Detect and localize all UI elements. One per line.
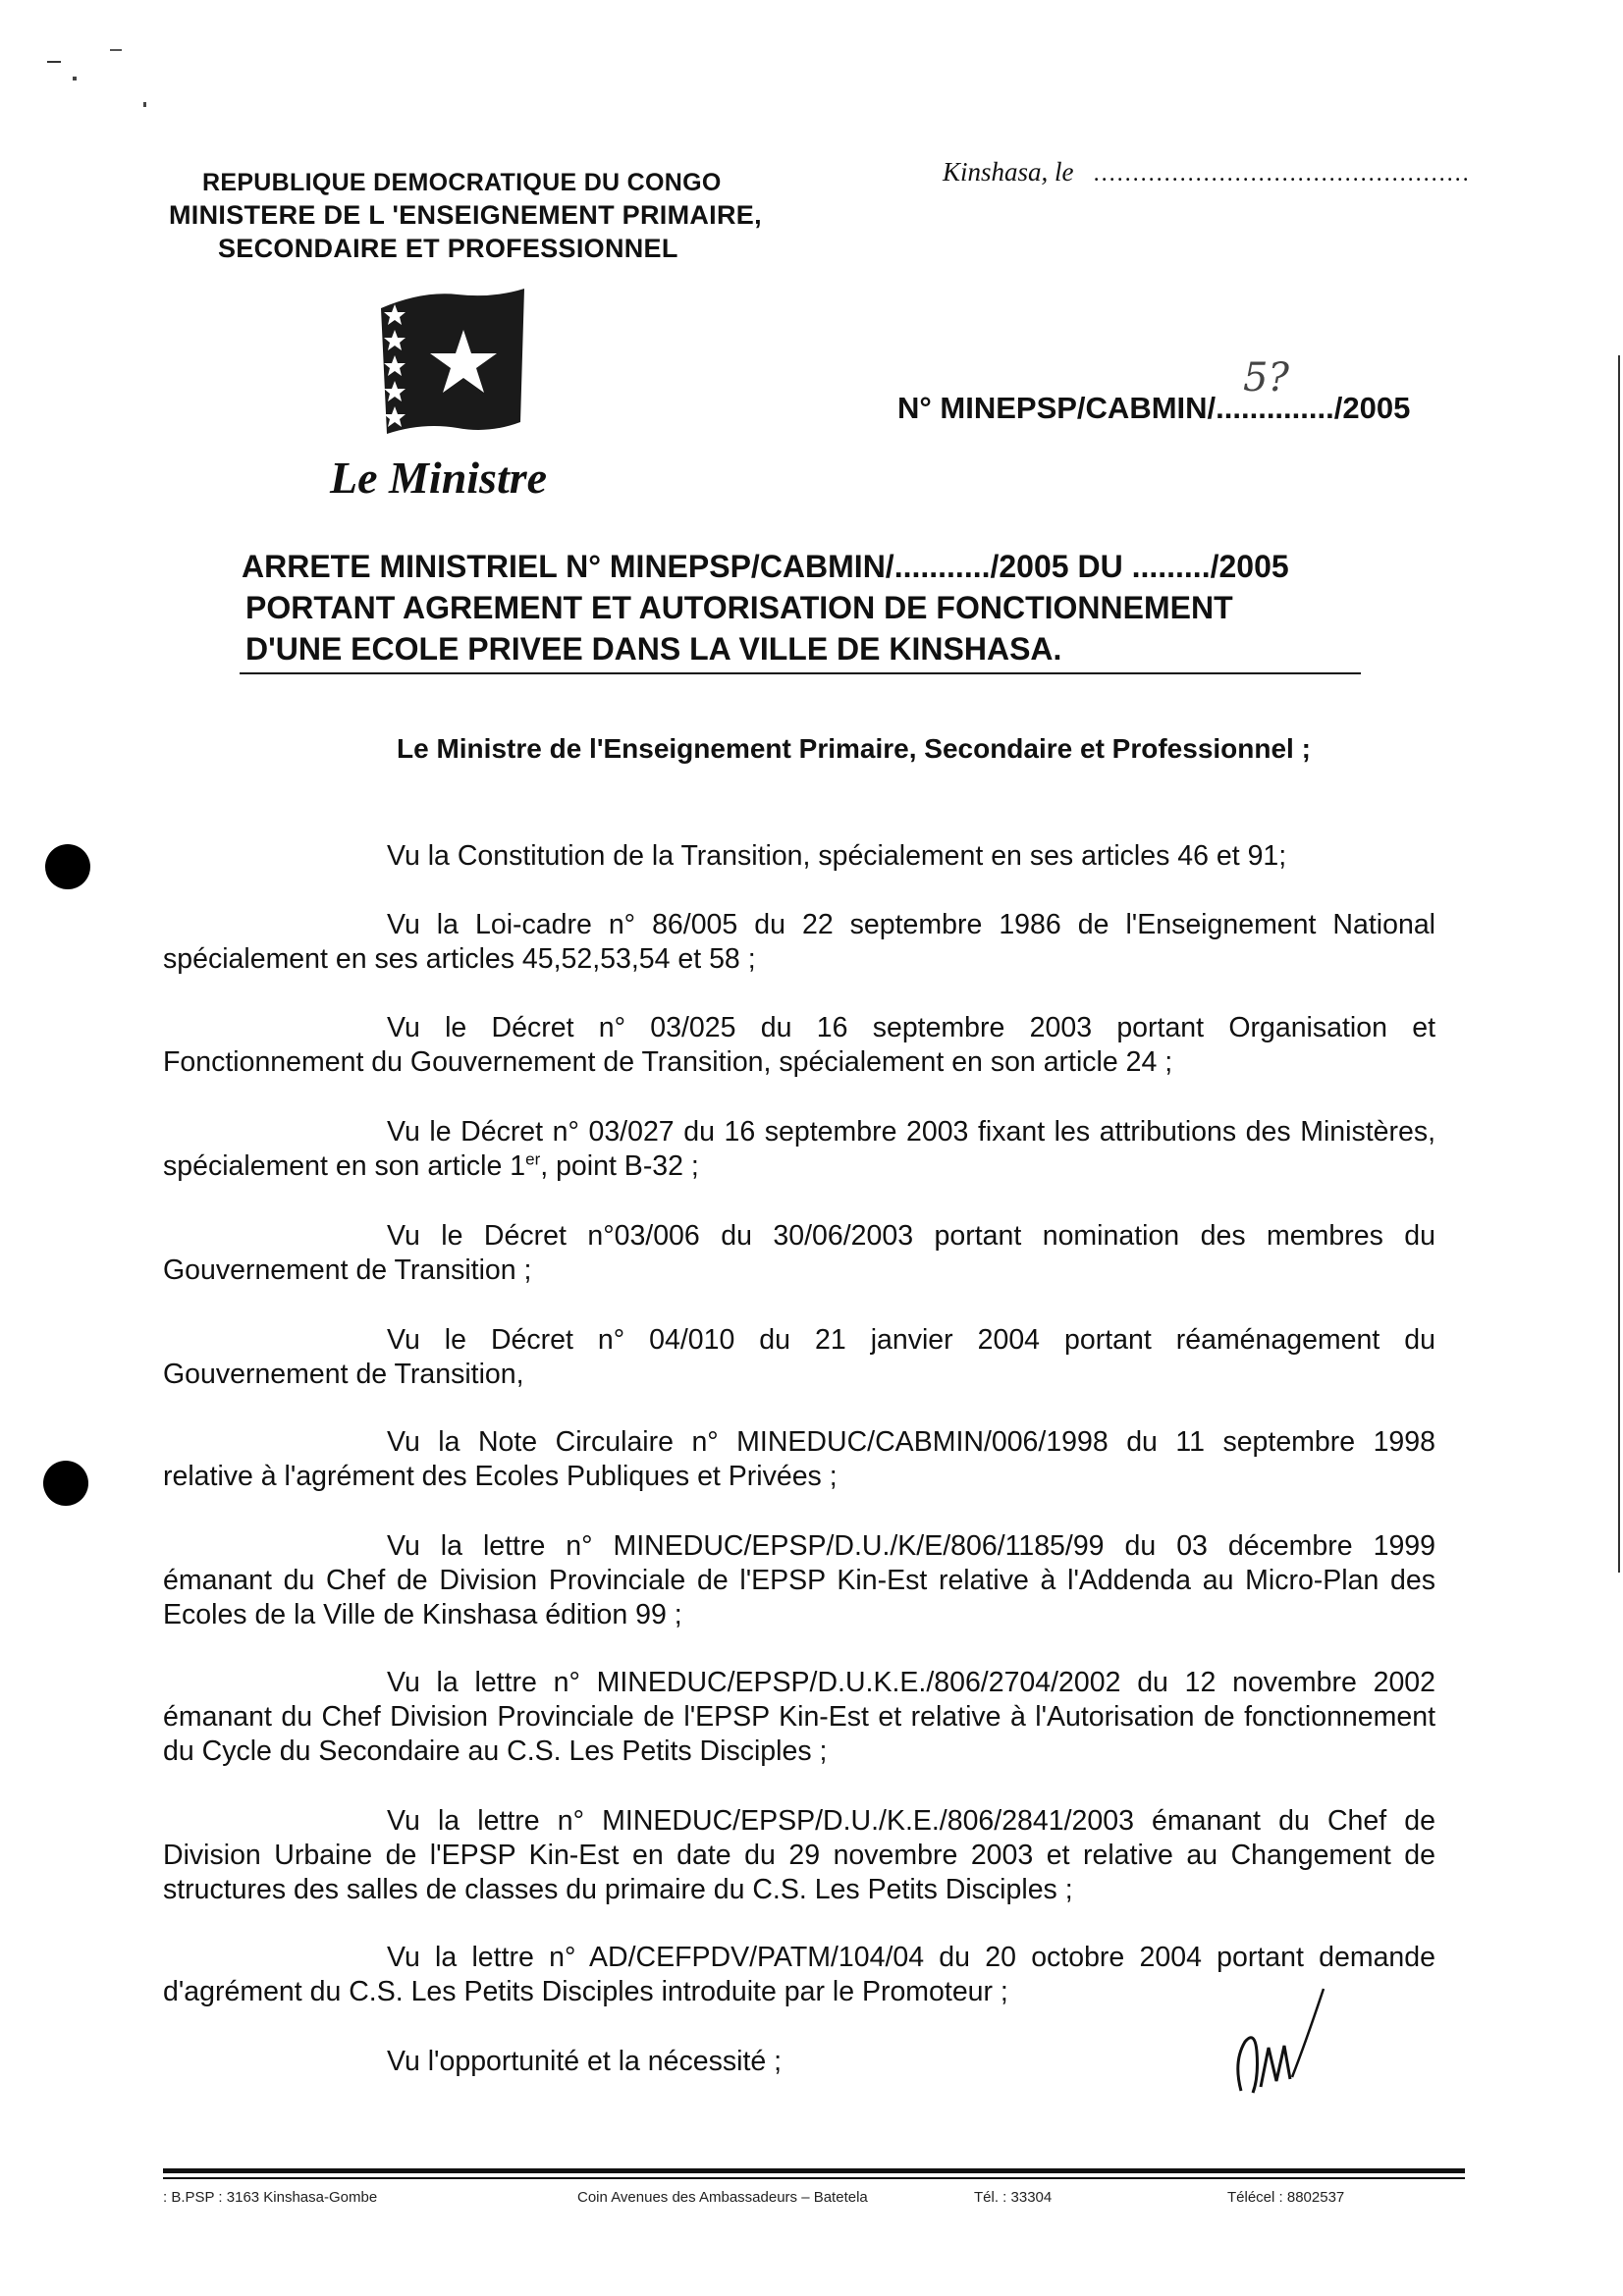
scan-mark [47, 61, 61, 63]
decree-title-line2: PORTANT AGREMENT ET AUTORISATION DE FONCTIONNEMENT [245, 590, 1233, 625]
decree-title-line1: ARRETE MINISTRIEL N° MINEPSP/CABMIN/.........../2005 DU ........./2005 [242, 549, 1289, 584]
whereas-paragraph: Vu le Décret n° 03/027 du 16 septembre 2003 fixant les attributions des Ministères, spécialement en son article 1er, point B-32 ; [163, 1116, 1435, 1182]
place-date-label: Kinshasa, le [943, 157, 1074, 187]
scan-mark [110, 49, 122, 51]
footer-fax: Télécel : 8802537 [1227, 2189, 1345, 2206]
scan-mark [143, 102, 146, 107]
whereas-paragraph: Vu la lettre n° MINEDUC/EPSP/D.U./K.E./806/2841/2003 émanant du Chef de Division Urbaine de l'EPSP Kin-Est en date du 29 novembre 2003 et relative au Changement de structures des salles de classes du primaire du C.S. Les Petits Disciples ; [163, 1805, 1435, 1905]
handwritten-initials [1227, 1983, 1335, 2110]
whereas-paragraph: Vu le Décret n° 03/025 du 16 septembre 2003 portant Organisation et Fonctionnement du Gouvernement de Transition, spécialement en son article 24 ; [163, 1012, 1435, 1078]
whereas-paragraph: Vu la Loi-cadre n° 86/005 du 22 septembre 1986 de l'Enseignement National spécialement en ses articles 45,52,53,54 et 58 ; [163, 909, 1435, 975]
punch-hole [45, 844, 90, 889]
whereas-paragraph: Vu l'opportunité et la nécessité ; [387, 2046, 783, 2077]
whereas-paragraph: Vu la Constitution de la Transition, spécialement en ses articles 46 et 91; [387, 840, 1287, 872]
footer-rule-thick [163, 2168, 1465, 2173]
header-ministry-line2: SECONDAIRE ET PROFESSIONNEL [218, 234, 678, 263]
footer-telephone: Tél. : 33304 [974, 2189, 1053, 2206]
date-blank: ................................................ [1094, 161, 1472, 187]
header-ministry-line1: MINISTERE DE L 'ENSEIGNEMENT PRIMAIRE, [169, 200, 762, 230]
preamble: Le Ministre de l'Enseignement Primaire, Secondaire et Professionnel ; [397, 733, 1311, 764]
whereas-paragraph: Vu la lettre n° MINEDUC/EPSP/D.U.K.E./806/2704/2002 du 12 novembre 2002 émanant du Chef Division Provinciale de l'EPSP Kin-Est et relative à l'Autorisation de fonctionnement du Cycle du Secondaire au C.S. Les Petits Disciples ; [163, 1667, 1435, 1767]
reference-number: N° MINEPSP/CABMIN/............../2005 [897, 391, 1411, 425]
footer-po-box: : B.PSP : 3163 Kinshasa-Gombe [163, 2189, 378, 2206]
title-underline [240, 672, 1361, 674]
footer-rule-thin [163, 2177, 1465, 2179]
whereas-paragraph: Vu la lettre n° MINEDUC/EPSP/D.U./K/E/806/1185/99 du 03 décembre 1999 émanant du Chef de Division Provinciale de l'EPSP Kin-Est relative à l'Addenda au Micro-Plan des Ecoles de la Ville de Kinshasa édition 99 ; [163, 1530, 1435, 1630]
flag-emblem [373, 285, 530, 452]
whereas-paragraph: Vu la lettre n° AD/CEFPDV/PATM/104/04 du 20 octobre 2004 portant demande d'agrément du C.S. Les Petits Disciples introduite par le Promoteur ; [163, 1942, 1435, 2007]
reference-blank: .............. [1216, 391, 1334, 425]
decree-title [242, 546, 1289, 669]
handwritten-number: 5? [1243, 355, 1289, 400]
whereas-paragraph: Vu le Décret n° 04/010 du 21 janvier 2004 portant réaménagement du Gouvernement de Transition, [163, 1324, 1435, 1390]
punch-hole [43, 1461, 88, 1506]
whereas-paragraph: Vu le Décret n°03/006 du 30/06/2003 portant nomination des membres du Gouvernement de Transition ; [163, 1220, 1435, 1286]
minister-signature-title: Le Ministre [330, 453, 548, 503]
scan-edge [1618, 355, 1620, 1573]
decree-title-line3: D'UNE ECOLE PRIVEE DANS LA VILLE DE KINSHASA. [245, 631, 1062, 667]
scan-mark [73, 77, 77, 80]
header-republic: REPUBLIQUE DEMOCRATIQUE DU CONGO [202, 169, 722, 196]
footer-address: Coin Avenues des Ambassadeurs – Batetela [577, 2189, 868, 2206]
whereas-paragraph: Vu la Note Circulaire n° MINEDUC/CABMIN/006/1998 du 11 septembre 1998 relative à l'agrément des Ecoles Publiques et Privées ; [163, 1426, 1435, 1492]
place-date [943, 157, 1471, 187]
